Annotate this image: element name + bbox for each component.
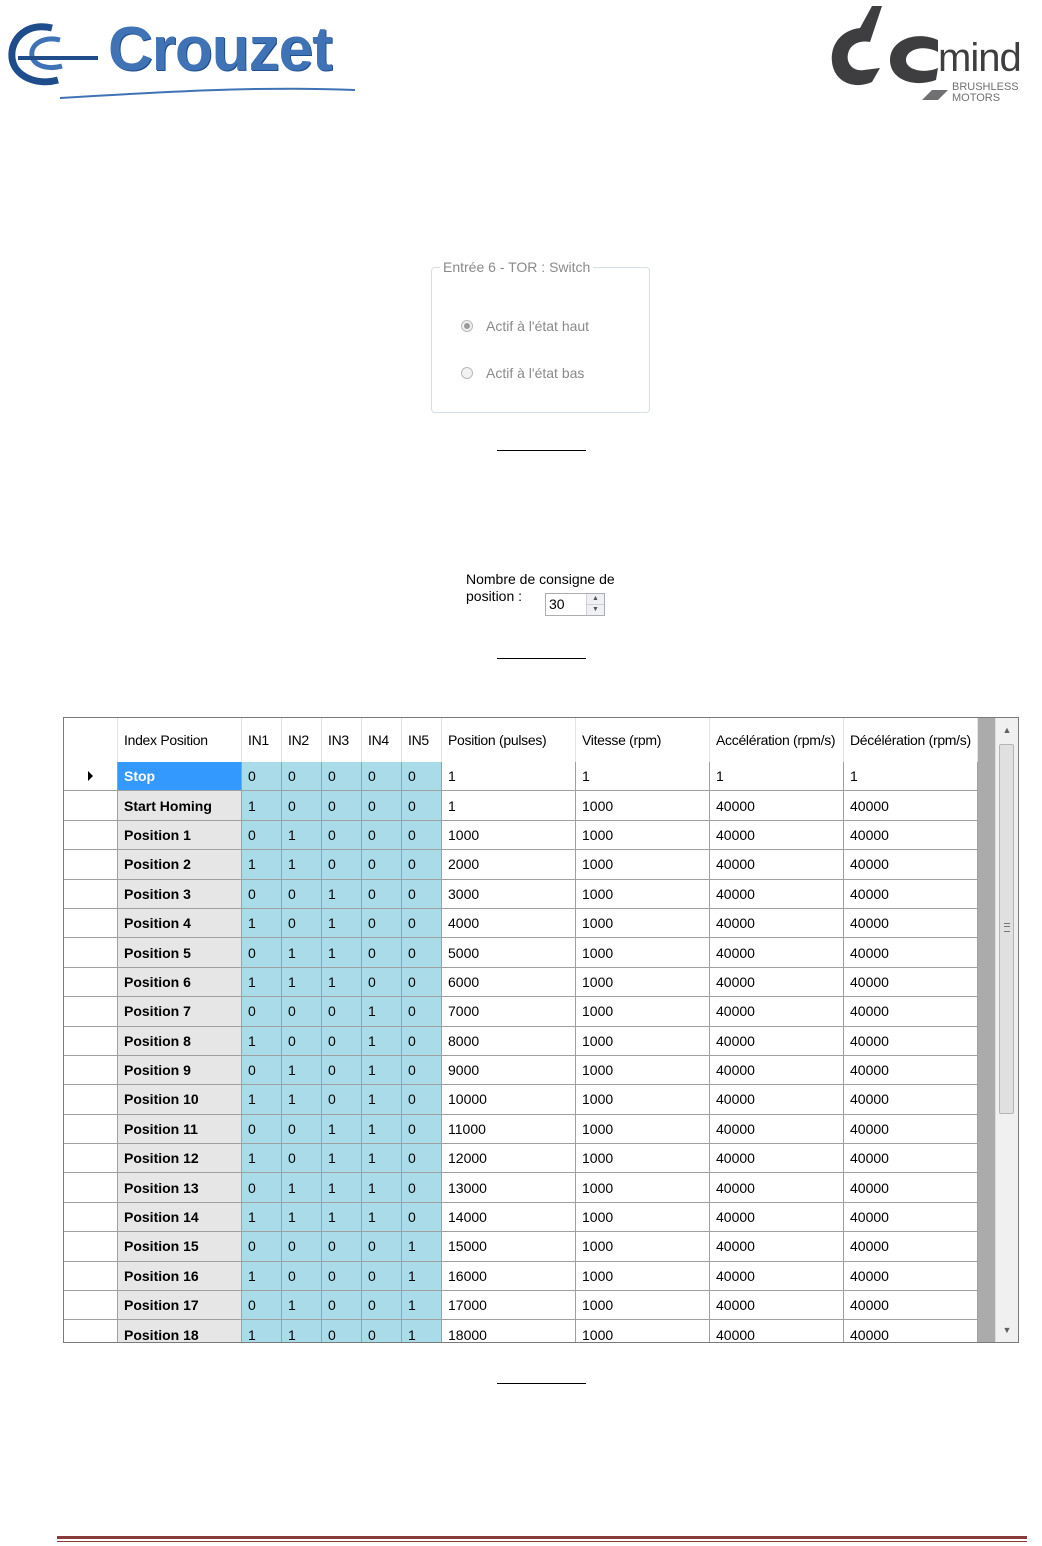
input-cell[interactable]: 1 <box>322 1173 362 1202</box>
input6-legend: Entrée 6 - TOR : Switch <box>440 259 593 275</box>
value-cell[interactable]: 40000 <box>710 1203 844 1232</box>
input-cell[interactable]: 1 <box>282 1056 322 1085</box>
input-cell[interactable]: 0 <box>362 850 402 879</box>
row-header[interactable] <box>64 791 118 820</box>
input-cell[interactable]: 1 <box>362 997 402 1026</box>
input-cell[interactable]: 1 <box>242 1320 282 1343</box>
value-cell[interactable]: 1000 <box>576 1291 710 1320</box>
index-cell[interactable]: Position 18 <box>118 1320 242 1343</box>
input-cell[interactable]: 1 <box>322 968 362 997</box>
input-cell[interactable]: 0 <box>322 1291 362 1320</box>
input-cell[interactable]: 1 <box>322 1203 362 1232</box>
radio-active-low-button[interactable] <box>461 367 473 379</box>
table-row[interactable] <box>64 1291 997 1320</box>
input-cell[interactable]: 1 <box>282 1173 322 1202</box>
value-cell[interactable]: 40000 <box>844 1291 978 1320</box>
value-cell[interactable]: 40000 <box>844 1173 978 1202</box>
table-row[interactable] <box>64 909 997 938</box>
value-cell[interactable]: 1000 <box>576 968 710 997</box>
row-header[interactable] <box>64 997 118 1026</box>
input-cell[interactable]: 0 <box>322 850 362 879</box>
input-cell[interactable]: 1 <box>242 791 282 820</box>
input-cell[interactable]: 0 <box>322 1262 362 1291</box>
row-header[interactable] <box>64 1320 118 1343</box>
input-cell[interactable]: 1 <box>362 1056 402 1085</box>
table-row[interactable] <box>64 997 997 1026</box>
input-cell[interactable]: 1 <box>402 1320 442 1343</box>
input-cell[interactable]: 0 <box>242 997 282 1026</box>
value-cell[interactable]: 1000 <box>442 821 576 850</box>
value-cell[interactable]: 40000 <box>844 1232 978 1261</box>
input-cell[interactable]: 0 <box>362 968 402 997</box>
value-cell[interactable]: 1000 <box>576 1085 710 1114</box>
value-cell[interactable]: 1 <box>576 762 710 791</box>
value-cell[interactable]: 17000 <box>442 1291 576 1320</box>
value-cell[interactable]: 40000 <box>844 1144 978 1173</box>
input-cell[interactable]: 0 <box>362 1291 402 1320</box>
value-cell[interactable]: 40000 <box>710 1056 844 1085</box>
row-header[interactable] <box>64 1144 118 1173</box>
value-cell[interactable]: 3000 <box>442 880 576 909</box>
value-cell[interactable]: 40000 <box>844 909 978 938</box>
column-header[interactable]: IN5 <box>402 718 442 762</box>
column-header[interactable]: IN2 <box>282 718 322 762</box>
value-cell[interactable]: 40000 <box>844 1203 978 1232</box>
input-cell[interactable]: 1 <box>322 1115 362 1144</box>
value-cell[interactable]: 40000 <box>844 997 978 1026</box>
row-header[interactable] <box>64 880 118 909</box>
value-cell[interactable]: 1 <box>710 762 844 791</box>
input-cell[interactable]: 0 <box>362 909 402 938</box>
table-row[interactable] <box>64 821 997 850</box>
value-cell[interactable]: 1000 <box>576 997 710 1026</box>
input-cell[interactable]: 1 <box>362 1173 402 1202</box>
value-cell[interactable]: 40000 <box>710 850 844 879</box>
input-cell[interactable]: 1 <box>282 1203 322 1232</box>
row-header[interactable] <box>64 1027 118 1056</box>
crouzet-logo <box>0 0 365 110</box>
radio-active-high[interactable] <box>461 318 589 334</box>
value-cell[interactable]: 1000 <box>576 1320 710 1343</box>
position-count-value[interactable]: 30 <box>549 596 565 612</box>
value-cell[interactable]: 40000 <box>710 1085 844 1114</box>
input-cell[interactable]: 0 <box>402 938 442 967</box>
table-row[interactable] <box>64 1173 997 1202</box>
caption-underline-1 <box>497 450 586 451</box>
value-cell[interactable]: 1000 <box>576 1144 710 1173</box>
caption-underline-3 <box>497 1383 586 1384</box>
input-cell[interactable]: 1 <box>242 1144 282 1173</box>
index-cell[interactable]: Position 8 <box>118 1027 242 1056</box>
input-cell[interactable]: 0 <box>402 997 442 1026</box>
table-row[interactable] <box>64 1144 997 1173</box>
value-cell[interactable]: 40000 <box>710 791 844 820</box>
index-cell[interactable]: Position 7 <box>118 997 242 1026</box>
input-cell[interactable]: 1 <box>282 821 322 850</box>
row-header[interactable] <box>64 1173 118 1202</box>
input-cell[interactable]: 0 <box>402 880 442 909</box>
table-row[interactable] <box>64 1027 997 1056</box>
input-cell[interactable]: 0 <box>282 909 322 938</box>
column-header[interactable]: Vitesse (rpm) <box>576 718 710 762</box>
value-cell[interactable]: 40000 <box>710 968 844 997</box>
value-cell[interactable]: 1000 <box>576 1027 710 1056</box>
index-cell[interactable]: Position 14 <box>118 1203 242 1232</box>
radio-active-low[interactable] <box>461 365 584 381</box>
input-cell[interactable]: 0 <box>362 762 402 791</box>
input-cell[interactable]: 0 <box>362 938 402 967</box>
table-row[interactable] <box>64 850 997 879</box>
input-cell[interactable]: 0 <box>322 1232 362 1261</box>
input-cell[interactable]: 1 <box>282 1085 322 1114</box>
value-cell[interactable]: 40000 <box>844 880 978 909</box>
column-header[interactable]: Décélération (rpm/s) <box>844 718 978 762</box>
input-cell[interactable]: 0 <box>402 1115 442 1144</box>
scroll-up-icon[interactable]: ▲ <box>1002 725 1012 735</box>
value-cell[interactable]: 1000 <box>576 1115 710 1144</box>
index-cell[interactable]: Position 15 <box>118 1232 242 1261</box>
row-header[interactable] <box>64 938 118 967</box>
input-cell[interactable]: 0 <box>402 1144 442 1173</box>
row-header[interactable] <box>64 909 118 938</box>
value-cell[interactable]: 2000 <box>442 850 576 879</box>
value-cell[interactable]: 40000 <box>844 850 978 879</box>
row-header[interactable] <box>64 1262 118 1291</box>
value-cell[interactable]: 12000 <box>442 1144 576 1173</box>
input-cell[interactable]: 1 <box>282 938 322 967</box>
input-cell[interactable]: 0 <box>362 1232 402 1261</box>
row-header[interactable] <box>64 762 118 791</box>
table-row[interactable] <box>64 791 997 820</box>
scroll-down-icon[interactable]: ▼ <box>1002 1325 1012 1335</box>
index-cell[interactable]: Position 5 <box>118 938 242 967</box>
input-cell[interactable]: 1 <box>242 968 282 997</box>
input-cell[interactable]: 0 <box>362 1320 402 1343</box>
input-cell[interactable]: 0 <box>282 1115 322 1144</box>
column-header[interactable]: Index Position <box>118 718 242 762</box>
input-cell[interactable]: 1 <box>242 909 282 938</box>
input-cell[interactable]: 0 <box>402 1027 442 1056</box>
dcmind-wordmark: mind <box>938 36 1021 80</box>
index-cell[interactable]: Position 9 <box>118 1056 242 1085</box>
value-cell[interactable]: 13000 <box>442 1173 576 1202</box>
input-cell[interactable]: 0 <box>362 821 402 850</box>
value-cell[interactable]: 1000 <box>576 1262 710 1291</box>
value-cell[interactable]: 40000 <box>710 1232 844 1261</box>
index-cell[interactable]: Position 1 <box>118 821 242 850</box>
row-header[interactable] <box>64 1115 118 1144</box>
scroll-grip-icon <box>1004 923 1010 932</box>
input-cell[interactable]: 0 <box>402 1085 442 1114</box>
input-cell[interactable]: 0 <box>402 968 442 997</box>
grid-header <box>64 718 978 763</box>
input-cell[interactable]: 0 <box>282 1262 322 1291</box>
radio-active-high-button[interactable] <box>461 320 473 332</box>
index-cell[interactable]: Stop <box>118 762 242 791</box>
value-cell[interactable]: 40000 <box>710 997 844 1026</box>
input-cell[interactable]: 0 <box>322 821 362 850</box>
table-row[interactable] <box>64 1056 997 1085</box>
value-cell[interactable]: 40000 <box>710 821 844 850</box>
value-cell[interactable]: 1 <box>844 762 978 791</box>
input-cell[interactable]: 0 <box>282 1232 322 1261</box>
value-cell[interactable]: 1 <box>442 791 576 820</box>
index-cell[interactable]: Position 10 <box>118 1085 242 1114</box>
input-cell[interactable]: 0 <box>282 1144 322 1173</box>
input-cell[interactable]: 1 <box>242 1203 282 1232</box>
value-cell[interactable]: 40000 <box>844 1320 978 1343</box>
value-cell[interactable]: 40000 <box>710 1262 844 1291</box>
row-header[interactable] <box>64 1085 118 1114</box>
input-cell[interactable]: 0 <box>282 880 322 909</box>
column-header[interactable]: IN3 <box>322 718 362 762</box>
input-cell[interactable]: 1 <box>242 1085 282 1114</box>
input-cell[interactable]: 1 <box>322 938 362 967</box>
footer-rule <box>57 1536 1027 1539</box>
table-row[interactable] <box>64 938 997 967</box>
footer-rule-thin <box>57 1541 1027 1542</box>
input-cell[interactable]: 0 <box>242 1056 282 1085</box>
input-cell[interactable]: 0 <box>322 762 362 791</box>
input-cell[interactable]: 1 <box>282 850 322 879</box>
table-row[interactable] <box>64 1262 997 1291</box>
input-cell[interactable]: 1 <box>322 880 362 909</box>
value-cell[interactable]: 1000 <box>576 909 710 938</box>
value-cell[interactable]: 40000 <box>844 968 978 997</box>
value-cell[interactable]: 6000 <box>442 968 576 997</box>
current-row-arrow-icon <box>88 771 93 781</box>
row-header[interactable] <box>64 850 118 879</box>
value-cell[interactable]: 5000 <box>442 938 576 967</box>
input-cell[interactable]: 1 <box>242 1262 282 1291</box>
value-cell[interactable]: 9000 <box>442 1056 576 1085</box>
grid-vertical-scrollbar[interactable] <box>995 718 1018 1342</box>
input-cell[interactable]: 1 <box>402 1262 442 1291</box>
input-cell[interactable]: 0 <box>282 791 322 820</box>
value-cell[interactable]: 40000 <box>844 791 978 820</box>
value-cell[interactable]: 40000 <box>844 938 978 967</box>
input-cell[interactable]: 1 <box>242 850 282 879</box>
input-cell[interactable]: 0 <box>322 791 362 820</box>
row-header[interactable] <box>64 821 118 850</box>
row-header[interactable] <box>64 968 118 997</box>
input-cell[interactable]: 1 <box>362 1203 402 1232</box>
radio-active-high-label: Actif à l'état haut <box>486 318 590 334</box>
value-cell[interactable]: 1000 <box>576 1056 710 1085</box>
value-cell[interactable]: 1000 <box>576 1203 710 1232</box>
value-cell[interactable]: 11000 <box>442 1115 576 1144</box>
input-cell[interactable]: 0 <box>242 821 282 850</box>
value-cell[interactable]: 40000 <box>844 821 978 850</box>
input-cell[interactable]: 1 <box>362 1115 402 1144</box>
spin-up-icon[interactable]: ▲ <box>592 595 599 602</box>
value-cell[interactable]: 18000 <box>442 1320 576 1343</box>
value-cell[interactable]: 40000 <box>710 909 844 938</box>
value-cell[interactable]: 1000 <box>576 850 710 879</box>
value-cell[interactable]: 40000 <box>844 1027 978 1056</box>
value-cell[interactable]: 40000 <box>844 1056 978 1085</box>
input-cell[interactable]: 0 <box>242 1115 282 1144</box>
table-row[interactable] <box>64 1203 997 1232</box>
value-cell[interactable]: 40000 <box>844 1262 978 1291</box>
caption-underline-2 <box>497 658 586 659</box>
value-cell[interactable]: 40000 <box>710 1144 844 1173</box>
input-cell[interactable]: 0 <box>362 1262 402 1291</box>
input-cell[interactable]: 0 <box>402 1203 442 1232</box>
index-cell[interactable]: Position 16 <box>118 1262 242 1291</box>
input-cell[interactable]: 0 <box>242 938 282 967</box>
input-cell[interactable]: 0 <box>242 1232 282 1261</box>
value-cell[interactable]: 7000 <box>442 997 576 1026</box>
input-cell[interactable]: 1 <box>402 1291 442 1320</box>
value-cell[interactable]: 40000 <box>710 938 844 967</box>
dcmind-logo <box>820 0 1042 110</box>
value-cell[interactable]: 40000 <box>844 1115 978 1144</box>
index-cell[interactable]: Position 17 <box>118 1291 242 1320</box>
position-count-spinbox[interactable] <box>545 593 605 616</box>
row-header[interactable] <box>64 1232 118 1261</box>
index-cell[interactable]: Position 6 <box>118 968 242 997</box>
column-header[interactable]: IN4 <box>362 718 402 762</box>
position-grid <box>63 717 1019 1343</box>
input-cell[interactable]: 0 <box>282 762 322 791</box>
table-row[interactable] <box>64 1115 997 1144</box>
input-cell[interactable]: 0 <box>322 1027 362 1056</box>
input-cell[interactable]: 0 <box>242 1291 282 1320</box>
grid-body <box>64 762 997 1343</box>
value-cell[interactable]: 1000 <box>576 938 710 967</box>
input-cell[interactable]: 0 <box>282 997 322 1026</box>
value-cell[interactable]: 15000 <box>442 1232 576 1261</box>
input-cell[interactable]: 0 <box>402 1173 442 1202</box>
value-cell[interactable]: 1000 <box>576 1232 710 1261</box>
input-cell[interactable]: 1 <box>282 1320 322 1343</box>
input-cell[interactable]: 1 <box>282 968 322 997</box>
input-cell[interactable]: 0 <box>322 1085 362 1114</box>
table-row[interactable] <box>64 1232 997 1261</box>
value-cell[interactable]: 40000 <box>710 1027 844 1056</box>
radio-active-low-label: Actif à l'état bas <box>486 365 585 381</box>
input-cell[interactable]: 0 <box>362 880 402 909</box>
input-cell[interactable]: 1 <box>362 1085 402 1114</box>
value-cell[interactable]: 4000 <box>442 909 576 938</box>
index-cell[interactable]: Position 2 <box>118 850 242 879</box>
dcmind-tagline: BRUSHLESS MOTORS <box>952 81 1019 104</box>
grid-corner <box>64 718 118 762</box>
input-cell[interactable]: 0 <box>402 791 442 820</box>
index-cell[interactable]: Start Homing <box>118 791 242 820</box>
table-row[interactable] <box>64 1320 997 1343</box>
value-cell[interactable]: 14000 <box>442 1203 576 1232</box>
spin-down-icon[interactable]: ▼ <box>587 604 604 615</box>
value-cell[interactable]: 8000 <box>442 1027 576 1056</box>
input-cell[interactable]: 1 <box>322 1144 362 1173</box>
index-cell[interactable]: Position 12 <box>118 1144 242 1173</box>
input-cell[interactable]: 0 <box>322 1320 362 1343</box>
crouzet-wordmark: Crouzet <box>108 15 332 84</box>
input-cell[interactable]: 0 <box>242 1173 282 1202</box>
row-header[interactable] <box>64 1056 118 1085</box>
scroll-thumb[interactable] <box>999 744 1014 1114</box>
input-cell[interactable]: 1 <box>322 909 362 938</box>
input-cell[interactable]: 0 <box>402 821 442 850</box>
table-row[interactable] <box>64 968 997 997</box>
value-cell[interactable]: 40000 <box>710 880 844 909</box>
index-cell[interactable]: Position 13 <box>118 1173 242 1202</box>
input-cell[interactable]: 1 <box>242 1027 282 1056</box>
value-cell[interactable]: 16000 <box>442 1262 576 1291</box>
input-cell[interactable]: 0 <box>362 791 402 820</box>
input-cell[interactable]: 0 <box>282 1027 322 1056</box>
value-cell[interactable]: 10000 <box>442 1085 576 1114</box>
input-cell[interactable]: 1 <box>362 1027 402 1056</box>
value-cell[interactable]: 40000 <box>710 1291 844 1320</box>
position-count-label: Nombre de consigne de position : <box>466 571 615 604</box>
column-header[interactable]: IN1 <box>242 718 282 762</box>
index-cell[interactable]: Position 11 <box>118 1115 242 1144</box>
spin-buttons <box>586 594 604 615</box>
input-cell[interactable]: 0 <box>322 997 362 1026</box>
table-row[interactable] <box>64 880 997 909</box>
value-cell[interactable]: 1000 <box>576 821 710 850</box>
value-cell[interactable]: 40000 <box>710 1320 844 1343</box>
index-cell[interactable]: Position 4 <box>118 909 242 938</box>
table-row[interactable] <box>64 762 997 791</box>
value-cell[interactable]: 40000 <box>844 1085 978 1114</box>
row-header[interactable] <box>64 1291 118 1320</box>
value-cell[interactable]: 1 <box>442 762 576 791</box>
input6-groupbox <box>431 259 650 413</box>
input-cell[interactable]: 0 <box>242 762 282 791</box>
input-cell[interactable]: 0 <box>402 762 442 791</box>
input-cell[interactable]: 0 <box>402 909 442 938</box>
input-cell[interactable]: 0 <box>242 880 282 909</box>
value-cell[interactable]: 40000 <box>710 1115 844 1144</box>
column-header[interactable]: Accélération (rpm/s) <box>710 718 844 762</box>
value-cell[interactable]: 40000 <box>710 1173 844 1202</box>
value-cell[interactable]: 1000 <box>576 880 710 909</box>
input-cell[interactable]: 1 <box>402 1232 442 1261</box>
row-header[interactable] <box>64 1203 118 1232</box>
input-cell[interactable]: 0 <box>322 1056 362 1085</box>
input-cell[interactable]: 1 <box>362 1144 402 1173</box>
index-cell[interactable]: Position 3 <box>118 880 242 909</box>
input-cell[interactable]: 0 <box>402 1056 442 1085</box>
value-cell[interactable]: 1000 <box>576 791 710 820</box>
table-row[interactable] <box>64 1085 997 1114</box>
input-cell[interactable]: 1 <box>282 1291 322 1320</box>
column-header[interactable]: Position (pulses) <box>442 718 576 762</box>
value-cell[interactable]: 1000 <box>576 1173 710 1202</box>
input-cell[interactable]: 0 <box>402 850 442 879</box>
